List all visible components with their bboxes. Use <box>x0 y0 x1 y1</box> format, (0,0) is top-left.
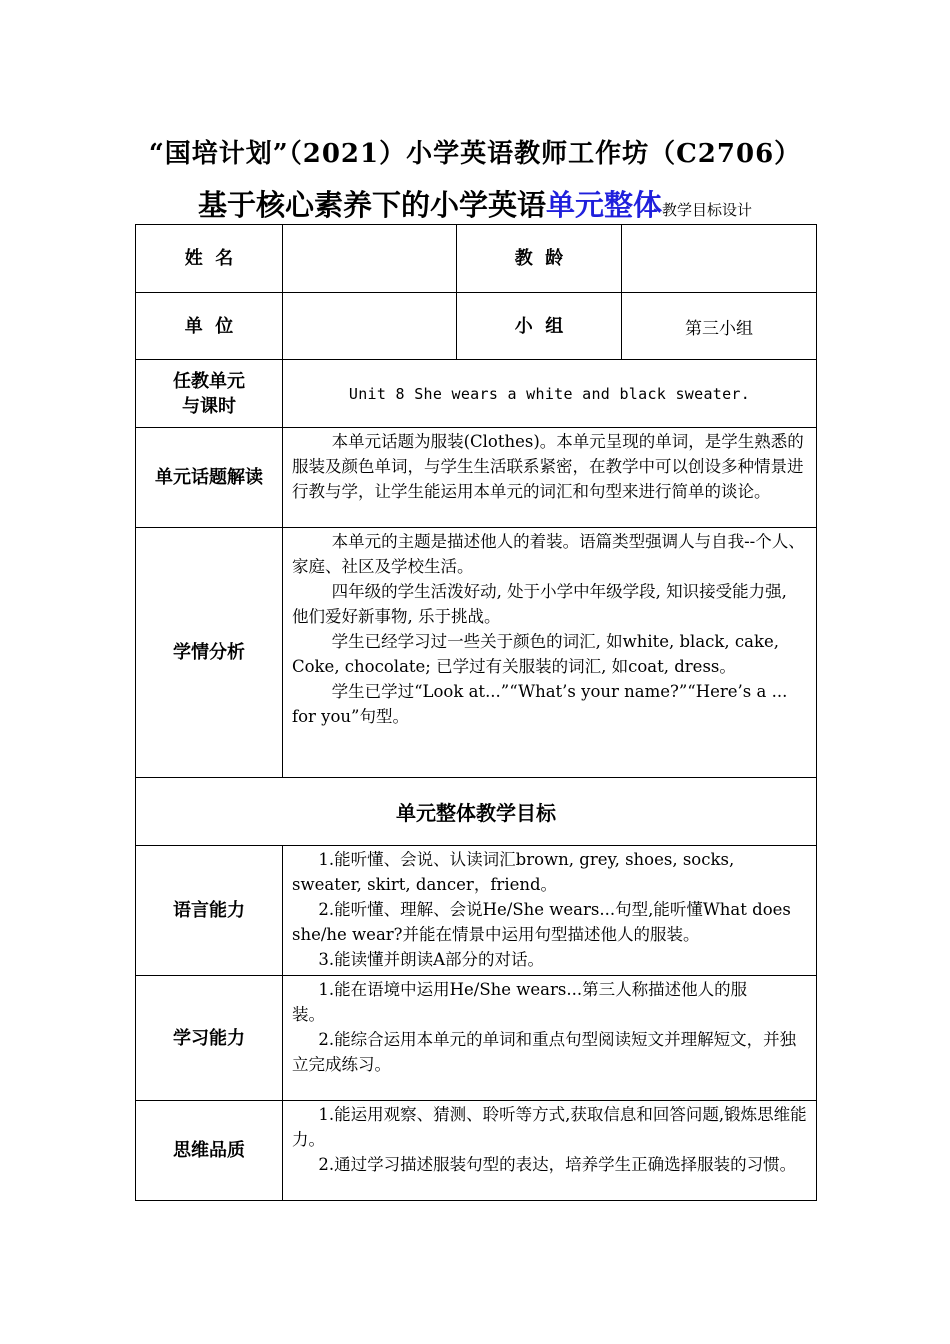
unit-lesson-label-line2: 与课时 <box>182 395 236 417</box>
title-part2: 教学目标设计 <box>662 201 753 219</box>
thinking-item-1: 1.能运用观察、猜测、聆听等方式,获取信息和回答问题,锻炼思维能力。 <box>292 1105 807 1149</box>
learner-para-4: 学生已学过“Look at...”“What’s your name?”“Here’s a ... for you”句型。 <box>292 682 788 726</box>
thinking-cell <box>283 1101 817 1201</box>
row-goals-header <box>136 778 817 846</box>
learner-label: 学情分析 <box>136 528 283 778</box>
document-title-line2 <box>0 183 950 224</box>
learning-item-1-line1: 1.能在语境中运用He/She wears...第三人称描述他人的服 <box>318 980 748 999</box>
thinking-item-2: 2.通过学习描述服装句型的表达，培养学生正确选择服装的习惯。 <box>318 1155 797 1174</box>
topic-text: 本单元话题为服装(Clothes)。本单元呈现的单词，是学生熟悉的服装及颜色单词，与学生生活联系紧密，在教学中可以创设多种情景进行教与学，让学生能运用本单元的词汇和句型来进行简单的谈论。 <box>292 432 804 501</box>
topic-cell <box>283 428 817 528</box>
goals-header: 单元整体教学目标 <box>136 778 817 846</box>
learning-item-2: 2.能综合运用本单元的单词和重点句型阅读短文并理解短文，并独立完成练习。 <box>292 1030 797 1074</box>
learner-para-3: 学生已经学习过一些关于颜色的词汇, 如white, black, cake, Coke, chocolate; 已学过有关服装的词汇, 如coat, dress。 <box>292 632 779 676</box>
title-highlight: 单元整体 <box>545 188 662 222</box>
group-value: 第三小组 <box>622 293 817 360</box>
language-cell <box>283 846 817 976</box>
topic-label: 单元话题解读 <box>136 428 283 528</box>
row-learning <box>136 976 817 1101</box>
language-item-3: 3.能读懂并朗读A部分的对话。 <box>318 950 545 969</box>
learner-para-1: 本单元的主题是描述他人的着装。语篇类型强调人与自我--个人、家庭、社区及学校生活。 <box>292 532 805 576</box>
row-learner <box>136 528 817 778</box>
unit-lesson-value: Unit 8 She wears a white and black sweater. <box>283 360 817 428</box>
learning-item-1-line2: 装。 <box>292 1005 325 1024</box>
learner-cell <box>283 528 817 778</box>
row-unit <box>136 293 817 360</box>
title-part1: 基于核心素养下的小学英语 <box>197 188 546 222</box>
row-name <box>136 225 817 293</box>
learner-para-2: 四年级的学生活泼好动, 处于小学中年级学段, 知识接受能力强, 他们爱好新事物, 乐于挑战。 <box>292 582 787 626</box>
name-label: 姓 名 <box>136 225 283 293</box>
row-unit-lesson <box>136 360 817 428</box>
row-thinking <box>136 1101 817 1201</box>
teaching-years-label: 教 龄 <box>457 225 622 293</box>
unit-lesson-label-line1: 任教单元 <box>173 370 245 392</box>
unit-lesson-label <box>136 360 283 428</box>
row-topic <box>136 428 817 528</box>
language-label: 语言能力 <box>136 846 283 976</box>
name-value <box>283 225 457 293</box>
thinking-label: 思维品质 <box>136 1101 283 1201</box>
design-form-table <box>135 224 817 1201</box>
language-item-2: 2.能听懂、理解、会说He/She wears...句型,能听懂What does she/he wear?并能在情景中运用句型描述他人的服装。 <box>292 900 791 944</box>
learning-cell <box>283 976 817 1101</box>
document-title-line1: “国培计划”（2021）小学英语教师工作坊（C2706） <box>148 139 802 169</box>
row-language <box>136 846 817 976</box>
language-item-1: 1.能听懂、会说、认读词汇brown, grey, shoes, socks, sweater, skirt, dancer，friend。 <box>292 850 735 894</box>
unit-org-label: 单 位 <box>136 293 283 360</box>
learning-label: 学习能力 <box>136 976 283 1101</box>
group-label: 小 组 <box>457 293 622 360</box>
unit-org-value <box>283 293 457 360</box>
teaching-years-value <box>622 225 817 293</box>
